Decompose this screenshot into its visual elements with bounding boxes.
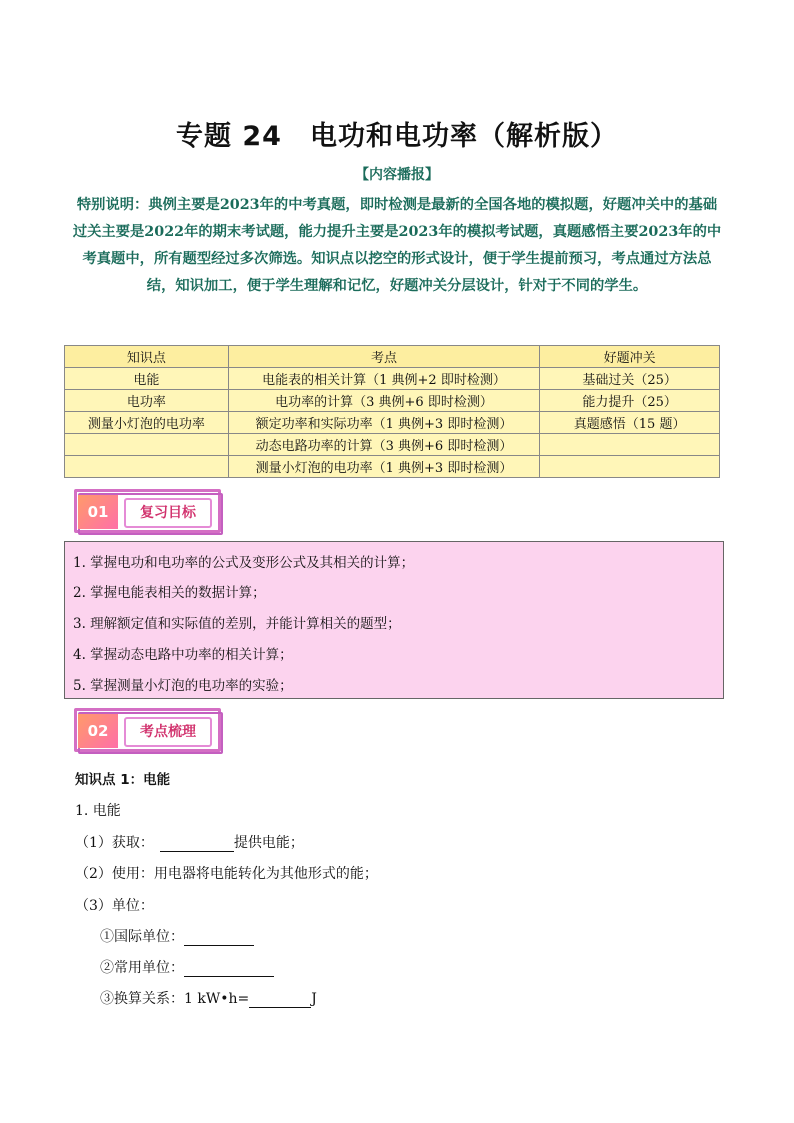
fill-blank: [184, 962, 274, 977]
table-cell: [65, 434, 229, 456]
goal-item: 2. 掌握电能表相关的数据计算；: [73, 585, 266, 601]
table-cell: 动态电路功率的计算（3 典例+6 即时检测）: [228, 434, 539, 456]
review-goals-box: [64, 541, 724, 699]
goal-item: 1. 掌握电功和电功率的公式及变形公式及其相关的计算；: [73, 555, 415, 571]
section-label: 考点梳理: [124, 717, 212, 747]
table-cell: 能力提升（25）: [540, 390, 720, 412]
table-row: [65, 368, 720, 390]
use-line: （2）使用：用电器将电能转化为其他形式的能；: [75, 866, 378, 882]
table-row: [65, 412, 720, 434]
common-unit-line: [100, 957, 274, 977]
conversion-line: [100, 988, 317, 1008]
fill-blank: [249, 993, 311, 1008]
table-cell: 电功率的计算（3 典例+6 即时检测）: [228, 390, 539, 412]
table-cell: [540, 456, 720, 478]
table-cell: 基础过关（25）: [540, 368, 720, 390]
fill-blank: [160, 837, 234, 852]
header-cell: 考点: [228, 346, 539, 368]
table-cell: [65, 456, 229, 478]
special-note-paragraph: 特别说明：典例主要是2023年的中考真题，即时检测是最新的全国各地的模拟题，好题冲关中的基础过关主要是2022年的期末考试题，能力提升主要是2023年的模拟考试题，真题感悟主要2023年的中考真题中，所有题型经过多次筛选。知识点以挖空的形式设计，便于学生提前预习，考点通过方法总结，知识加工，便于学生理解和记忆，好题冲关分层设计，针对于不同的学生。: [72, 197, 722, 294]
unit-line: （3）单位：: [75, 898, 154, 914]
conversion-unit: J: [311, 991, 317, 1007]
table-cell: 测量小灯泡的电功率（1 典例+3 即时检测）: [228, 456, 539, 478]
table-cell: 额定功率和实际功率（1 典例+3 即时检测）: [228, 412, 539, 434]
table-cell: 电功率: [65, 390, 229, 412]
header-cell: 好题冲关: [540, 346, 720, 368]
conversion-label: ③换算关系：1 kW•h=: [100, 991, 250, 1007]
table-row: [65, 456, 720, 478]
knowledge-heading: 1. 电能: [75, 803, 121, 819]
header-cell: 知识点: [65, 346, 229, 368]
si-unit-label: ①国际单位：: [100, 929, 184, 945]
section-label: 复习目标: [124, 498, 212, 528]
table-row: [65, 390, 720, 412]
table-row: [65, 434, 720, 456]
obtain-suffix: 提供电能；: [233, 835, 304, 851]
obtain-line: [75, 832, 304, 852]
table-cell: 测量小灯泡的电功率: [65, 412, 229, 434]
table-header-row: [65, 346, 720, 368]
table-cell: 真题感悟（15 题）: [540, 412, 720, 434]
common-unit-label: ②常用单位：: [100, 960, 184, 976]
table-cell: [540, 434, 720, 456]
table-cell: 电能: [65, 368, 229, 390]
section-badge-key-points: [72, 708, 220, 754]
section-number: 01: [78, 495, 118, 529]
document-title: 专题 24 电功和电功率（解析版）: [176, 121, 618, 152]
obtain-label: （1）获取：: [75, 835, 154, 851]
goal-item: 4. 掌握动态电路中功率的相关计算；: [73, 647, 293, 663]
overview-table: [64, 345, 720, 478]
table-cell: 电能表的相关计算（1 典例+2 即时检测）: [228, 368, 539, 390]
si-unit-line: [100, 926, 254, 946]
goal-item: 3. 理解额定值和实际值的差别，并能计算相关的题型；: [73, 616, 401, 632]
goal-item: 5. 掌握测量小灯泡的电功率的实验；: [73, 678, 293, 694]
fill-blank: [184, 931, 254, 946]
knowledge-point-title: 知识点 1：电能: [75, 772, 171, 788]
section-number: 02: [78, 714, 118, 748]
content-broadcast-label: 【内容播报】: [355, 167, 439, 183]
section-badge-review-goals: [72, 489, 220, 535]
